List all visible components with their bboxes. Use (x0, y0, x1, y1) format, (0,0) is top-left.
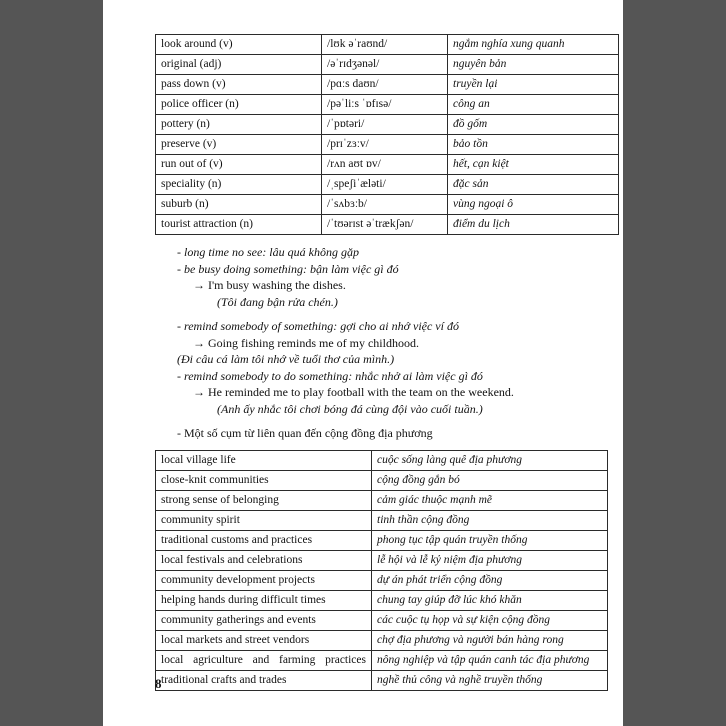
phrase-vi: chợ địa phương và người bán hàng rong (372, 630, 608, 650)
phrase-en: strong sense of belonging (156, 490, 372, 510)
table-row (156, 610, 608, 630)
phrase-vi: nông nghiệp và tập quán canh tác địa phương (372, 650, 608, 670)
vocab-word: original (adj) (156, 55, 322, 75)
phrase-en: local village life (156, 450, 372, 470)
table-row (156, 590, 608, 610)
phrase-en: local markets and street vendors (156, 630, 372, 650)
phrase-en: helping hands during difficult times (156, 590, 372, 610)
note-line: - Một số cụm từ liên quan đến cộng đồng địa phương (177, 426, 433, 440)
vocab-ipa: /pɑːs daʊn/ (322, 75, 448, 95)
vocab-meaning: vùng ngoại ô (448, 195, 619, 215)
phrase-vi: tinh thần cộng đồng (372, 510, 608, 530)
table-row (156, 135, 619, 155)
page-content-area (119, 14, 607, 712)
vocab-meaning: truyền lại (448, 75, 619, 95)
table-row (156, 570, 608, 590)
phrase-vi: dự án phát triển cộng đồng (372, 570, 608, 590)
vocab-ipa: /rʌn aʊt ɒv/ (322, 155, 448, 175)
table-row (156, 175, 619, 195)
phrase-en: community development projects (156, 570, 372, 590)
page-body (155, 34, 590, 691)
table-row (156, 95, 619, 115)
table-row (156, 35, 619, 55)
note-line: - long time no see: lâu quá không gặp (177, 245, 359, 259)
table-row (156, 650, 608, 670)
table-row (156, 530, 608, 550)
phrase-vi: nghề thủ công và nghề truyền thống (372, 670, 608, 690)
table-row (156, 55, 619, 75)
vocab-meaning: điểm du lịch (448, 215, 619, 235)
vocab-ipa: /pəˈliːs ˈɒfɪsə/ (322, 95, 448, 115)
table-row (156, 630, 608, 650)
page-number: 8 (155, 676, 162, 691)
phrase-vi: cuộc sống làng quê địa phương (372, 450, 608, 470)
note-line: (Tôi đang bận rửa chén.) (217, 294, 338, 309)
vocab-meaning: đặc sản (448, 175, 619, 195)
note-line: → He reminded me to play football with the team on the weekend. (193, 385, 514, 399)
vocab-word: look around (v) (156, 35, 322, 55)
phrase-table (155, 450, 608, 691)
vocab-word: tourist attraction (n) (156, 215, 322, 235)
vocab-ipa: /əˈrɪdʒənəl/ (322, 55, 448, 75)
vocab-meaning: ngắm nghía xung quanh (448, 35, 619, 55)
table-row (156, 195, 619, 215)
table-row (156, 155, 619, 175)
table-row (156, 450, 608, 470)
phrase-en: close-knit communities (156, 470, 372, 490)
table-row (156, 550, 608, 570)
phrase-vi: chung tay giúp đỡ lúc khó khăn (372, 590, 608, 610)
vocab-word: run out of (v) (156, 155, 322, 175)
phrase-en: local festivals and celebrations (156, 550, 372, 570)
vocab-word: pottery (n) (156, 115, 322, 135)
spacer (155, 417, 585, 425)
phrase-en: community gatherings and events (156, 610, 372, 630)
vocabulary-table (155, 34, 619, 235)
vocab-ipa: /ˈsʌbɜːb/ (322, 195, 448, 215)
phrase-vi: cộng đồng gắn bó (372, 470, 608, 490)
note-line: - be busy doing something: bận làm việc gì đó (177, 261, 399, 276)
table-row (156, 670, 608, 690)
vocab-word: preserve (v) (156, 135, 322, 155)
vocab-ipa: /lʊk əˈraʊnd/ (322, 35, 448, 55)
document-page (103, 0, 623, 726)
vocab-ipa: /prɪˈzɜːv/ (322, 135, 448, 155)
vocab-word: speciality (n) (156, 175, 322, 195)
spacer (155, 310, 585, 318)
phrase-en: community spirit (156, 510, 372, 530)
vocab-ipa: /ˈtʊərɪst əˈtrækʃən/ (322, 215, 448, 235)
vocab-ipa: /ˈpɒtəri/ (322, 115, 448, 135)
vocab-word: pass down (v) (156, 75, 322, 95)
vocab-meaning: hết, cạn kiệt (448, 155, 619, 175)
table-row (156, 510, 608, 530)
phrase-en: traditional crafts and trades (156, 670, 372, 690)
note-line: → I'm busy washing the dishes. (193, 278, 346, 292)
phrase-en: traditional customs and practices (156, 530, 372, 550)
table-row (156, 470, 608, 490)
table-row (156, 75, 619, 95)
phrase-vi: phong tục tập quán truyền thống (372, 530, 608, 550)
vocab-word: suburb (n) (156, 195, 322, 215)
vocab-meaning: đồ gốm (448, 115, 619, 135)
note-line: - remind somebody to do something: nhắc nhở ai làm việc gì đó (177, 368, 483, 383)
table-row (156, 215, 619, 235)
vocab-meaning: nguyên bản (448, 55, 619, 75)
table-row (156, 115, 619, 135)
vocab-meaning: công an (448, 95, 619, 115)
table-row (156, 490, 608, 510)
vocab-meaning: bảo tồn (448, 135, 619, 155)
phrase-vi: lễ hội và lễ kỷ niệm địa phương (372, 550, 608, 570)
vocab-ipa: /ˌspeʃiˈæləti/ (322, 175, 448, 195)
phrase-vi: cảm giác thuộc mạnh mẽ (372, 490, 608, 510)
phrase-en: local agriculture and farming practices (156, 650, 372, 670)
note-line: (Anh ấy nhắc tôi chơi bóng đá cùng đội vào cuối tuần.) (217, 401, 483, 416)
note-line: - remind somebody of something: gợi cho ai nhớ việc ví đó (177, 319, 459, 333)
vocab-word: police officer (n) (156, 95, 322, 115)
phrase-vi: các cuộc tụ họp và sự kiện cộng đồng (372, 610, 608, 630)
note-line: (Đi câu cá làm tôi nhớ về tuổi thơ của mình.) (177, 352, 395, 366)
notes-section (155, 244, 585, 442)
note-line: → Going fishing reminds me of my childhood. (193, 335, 419, 350)
